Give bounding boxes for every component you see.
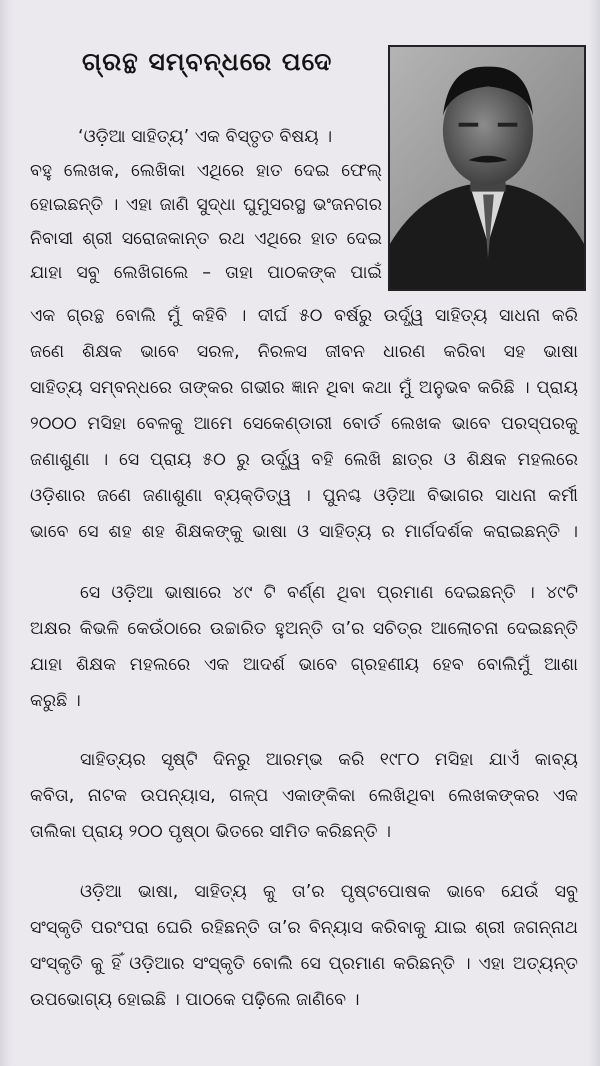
paragraph-1-line-5: ଯାହା ସବୁ ଲେଖିଗଲେ – ତାହା ପାଠକଙ୍କ ପାଇଁ [30,263,382,283]
paragraph-1-line-8: ସାହିତ୍ୟ ସମ୍ବନ୍ଧରେ ତାଙ୍କର ଗଭୀର ଜ୍ଞାନ ଥିବା କଥା ମୁଁ ଅନୁଭବ କରିଛି । ପ୍ରାୟ [30,378,578,398]
paragraph-3-line-2: କବିତା, ନାଟକ ଉପନ୍ୟାସ, ଗଳ୍ପ ଏକାଙ୍କିକା ଲେଖିଥିବା ଲେଖକଙ୍କର ଏକ [30,786,578,806]
paragraph-1-line-2: ବହୁ ଲେଖକ, ଲେଖିକା ଏଥିରେ ହାତ ଦେଇ ଫେଲ୍ [30,161,382,181]
paragraph-1-line-1: ‘ଓଡ଼ିଆ ସାହିତ୍ୟ’ ଏକ ବିସ୍ତୃତ ବିଷୟ । [78,127,333,147]
paragraph-2-line-1: ସେ ଓଡ଼ିଆ ଭାଷାରେ ୪୯ ଟି ବର୍ଣ୍ଣ ଥିବା ପ୍ରମାଣ ଦେଇଛନ୍ତି । ୪୯ଟି [80,583,578,603]
paragraph-4-line-2: ସଂସ୍କୃତି ପରଂପରା ଘେରି ରହିଛନ୍ତି ତା’ର ବିନ୍ୟାସ କରିବାକୁ ଯାଇ ଶ୍ରୀ ଜଗନ୍ନାଥ [30,918,578,938]
paragraph-4-line-3: ସଂସ୍କୃତି କୁ ହିଁ ଓଡ଼ିଆର ସଂସ୍କୃତି ବୋଲି ସେ ପ୍ରମାଣ କରିଛନ୍ତି । ଏହା ଅତ୍ୟନ୍ତ [30,954,578,974]
paragraph-1-line-4: ନିବାସୀ ଶ୍ରୀ ସରୋଜକାନ୍ତ ରଥ ଏଥିରେ ହାତ ଦେଇ [30,229,382,249]
author-photo [388,45,586,291]
paragraph-1-line-3: ହୋଇଛନ୍ତି । ଏହା ଜାଣି ସୁଦ୍ଧା ଘୁମୁସରସ୍ଥ ଭଂଜନଗର [30,195,382,215]
paragraph-1-line-12: ଭାବେ ସେ ଶହ ଶହ ଶିକ୍ଷକଙ୍କୁ ଭାଷା ଓ ସାହିତ୍ୟ ର ମାର୍ଗଦର୍ଶକ କରାଇଛନ୍ତି । [30,522,578,542]
paragraph-1-line-10: ଜଣାଶୁଣା । ସେ ପ୍ରାୟ ୫୦ ରୁ ଉର୍ଦ୍ଧ୍ୱ ବହି ଲେଖି ଛାତ୍ର ଓ ଶିକ୍ଷକ ମହଲରେ [30,450,578,470]
paragraph-3-line-3: ତାଲିକା ପ୍ରାୟ ୨୦୦ ପୃଷ୍ଠା ଭିତରେ ସୀମିତ କରିଛନ୍ତି । [30,822,391,842]
paragraph-1-line-11: ଓଡ଼ିଶାର ଜଣେ ଜଣାଶୁଣା ବ୍ୟକ୍ତିତ୍ୱ । ପୁନଶ୍ଚ ଓଡ଼ିଆ ବିଭାଗର ସାଧନା କର୍ମୀ [30,486,578,506]
article-title: ଗ୍ରନ୍ଥ ସମ୍ବନ୍ଧରେ ପଦେ [82,47,333,76]
paragraph-1-line-9: ୨୦୦୦ ମସିହା ବେଳକୁ ଆମେ ସେକେଣ୍ଡାରୀ ବୋର୍ଡ ଲେଖକ ଭାବେ ପରସ୍ପରକୁ [30,414,578,434]
paragraph-1-line-6: ଏକ ଗ୍ରନ୍ଥ ବୋଲି ମୁଁ କହିବି । ଦୀର୍ଘ ୫୦ ବର୍ଷରୁ ଉର୍ଦ୍ଧ୍ୱ ସାହିତ୍ୟ ସାଧନା କରି [30,306,578,326]
paragraph-2-line-4: କରୁଛି । [30,691,81,711]
paragraph-3-line-1: ସାହିତ୍ୟର ସୃଷ୍ଟି ଦିନରୁ ଆରମ୍ଭ କରି ୧୯୮୦ ମସିହା ଯାଏଁ କାବ୍ୟ [80,750,578,770]
paragraph-4-line-1: ଓଡ଼ିଆ ଭାଷା, ସାହିତ୍ୟ କୁ ତା’ର ପୃଷ୍ଟପୋଷକ ଭାବେ ଯେଉଁ ସବୁ [80,882,578,902]
paragraph-2-line-2: ଅକ୍ଷର କିଭଳି କେଉଁଠାରେ ଉଚ୍ଚାରିତ ହୁଅନ୍ତି ତା’ର ସଚିତ୍ର ଆଲୋଚନା ଦେଇଛନ୍ତି [30,619,578,639]
paragraph-2-line-3: ଯାହା ଶିକ୍ଷକ ମହଲରେ ଏକ ଆଦର୍ଶ ଭାବେ ଗ୍ରହଣୀୟ ହେବ ବୋଲିମୁଁ ଆଶା [30,655,578,675]
paragraph-4-line-4: ଉପଭୋଗ୍ୟ ହୋଇଛି । ପାଠକେ ପଢ଼ିଲେ ଜାଣିବେ । [30,990,360,1010]
paragraph-1-line-7: ଜଣେ ଶିକ୍ଷକ ଭାବେ ସରଳ, ନିରଳସ ଜୀବନ ଧାରଣ କରିବା ସହ ଭାଷା [30,342,578,362]
